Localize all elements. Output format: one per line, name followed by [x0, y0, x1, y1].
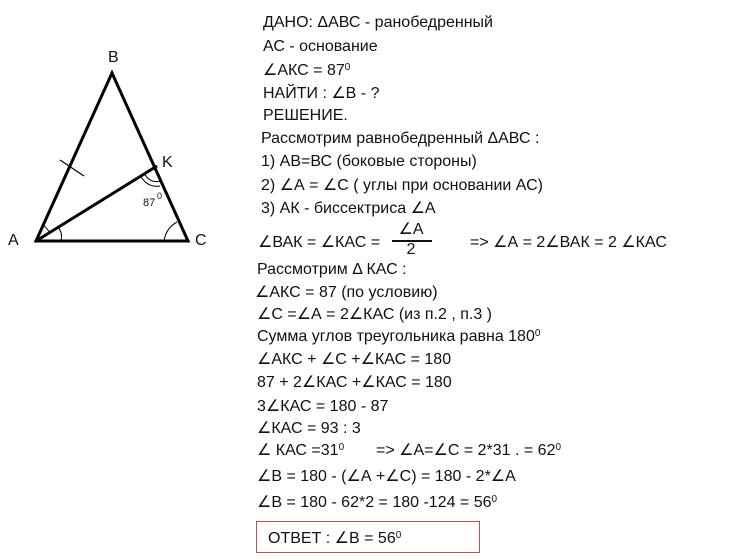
equation-5-left — [257, 441, 344, 461]
step-3: 3) АК - биссектриса ∠А — [261, 200, 436, 217]
angle-label-87: 87 — [143, 197, 156, 209]
equation-3: 3∠КАС = 180 - 87 — [257, 398, 389, 415]
step-angle-sum-deg: 0 — [534, 328, 541, 339]
vertex-label-c: C — [195, 232, 207, 249]
given-angle-akc-text: ∠АКС = 87 — [263, 62, 345, 79]
equation-5-right-text: => ∠А=∠С = 2*31 . = 62 — [376, 442, 556, 459]
step-angle-sum-text: Сумма углов треугольника равна 180 — [257, 328, 535, 345]
angle-arc-a-lower — [58, 227, 62, 241]
solution-heading: РЕШЕНИЕ. — [263, 107, 348, 124]
equation-1: ∠АКС + ∠С +∠КАС = 180 — [257, 351, 452, 368]
equation-5-right-deg: 0 — [555, 442, 562, 453]
bak-right: => ∠А = 2∠ВАК = 2 ∠КАС — [470, 234, 667, 251]
equation-6: ∠В = 180 - (∠А +∠С) = 180 - 2*∠А — [257, 468, 516, 485]
equation-7-deg: 0 — [491, 494, 498, 505]
given-title: ДАНО: ΔАВС - ранобедренный — [263, 14, 493, 31]
point-label-k: K — [162, 154, 173, 171]
equation-5-right — [376, 441, 561, 461]
step-1: 1) АВ=ВС (боковые стороны) — [261, 153, 477, 170]
given-angle-akc-deg: 0 — [344, 62, 351, 73]
find-line: НАЙТИ : ∠В - ? — [263, 85, 380, 102]
equation-2: 87 + 2∠КАС +∠КАС = 180 — [257, 374, 452, 391]
angle-arc-a-upper — [43, 225, 50, 233]
step-2: 2) ∠А = ∠С ( углы при основании АС) — [261, 177, 543, 194]
answer-line — [268, 529, 401, 549]
fraction-denominator: 2 — [406, 241, 416, 258]
bak-left: ∠ВАК = ∠КАС = — [258, 234, 381, 251]
answer-deg: 0 — [395, 530, 402, 541]
vertex-label-a: A — [8, 232, 19, 249]
step-angle-sum — [257, 327, 540, 347]
step-akc-87: ∠АКС = 87 (по условию) — [255, 284, 438, 301]
angle-label-deg: 0 — [157, 191, 163, 201]
answer-text: ОТВЕТ : ∠В = 56 — [268, 530, 396, 547]
step-consider-kac: Рассмотрим Δ КАС : — [257, 261, 407, 278]
angle-arc-k-1 — [140, 175, 160, 186]
equation-5-left-deg: 0 — [338, 442, 345, 453]
given-base: АС - основание — [263, 38, 378, 55]
equation-4: ∠КАС = 93 : 3 — [257, 420, 361, 437]
equation-7-text: ∠В = 180 - 62*2 = 180 -124 = 56 — [257, 494, 492, 511]
vertex-label-b: B — [108, 49, 119, 66]
fraction-numerator: ∠А — [398, 221, 424, 238]
step-c-equals: ∠С =∠А = 2∠КАС (из п.2 , п.3 ) — [257, 306, 492, 323]
given-angle-akc — [263, 61, 350, 81]
angle-arc-c — [164, 222, 177, 241]
equation-5-left-text: ∠ КАС =31 — [257, 442, 339, 459]
equation-7 — [257, 493, 497, 513]
step-consider-abc: Рассмотрим равнобедренный ΔАВС : — [261, 130, 540, 147]
